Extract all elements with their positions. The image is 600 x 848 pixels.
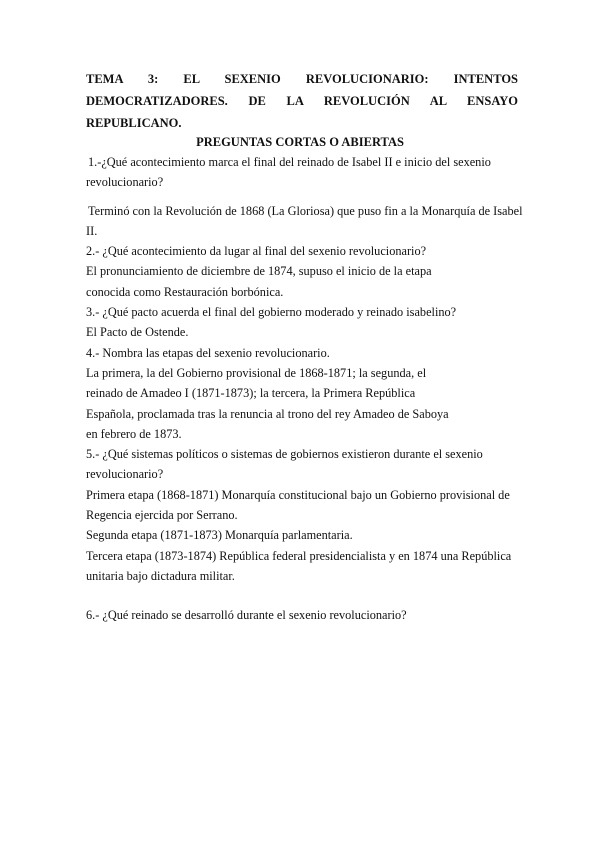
document-body (86, 152, 526, 626)
question-1-line: revolucionario? (86, 175, 164, 190)
question-5-line: 5.- ¿Qué sistemas políticos o sistemas de gobiernos existieron durante el sexenio (86, 447, 483, 462)
answer-1-line: II. (86, 223, 98, 238)
question-3: 3.- ¿Qué pacto acuerda el final del gobierno moderado y reinado isabelino? (86, 305, 457, 320)
answer-4-line: reinado de Amadeo I (1871-1873); la tercera, la Primera República (86, 386, 416, 401)
answer-4-line: La primera, la del Gobierno provisional de 1868-1871; la segunda, el (86, 365, 427, 380)
answer-2-line: conocida como Restauración borbónica. (86, 284, 284, 299)
answer-5-line: Tercera etapa (1873-1874) República federal presidencialista y en 1874 una República (86, 548, 512, 563)
question-1-line: 1.-¿Qué acontecimiento marca el final del reinado de Isabel II e inicio del sexenio (88, 155, 491, 169)
answer-3: El Pacto de Ostende. (86, 325, 189, 340)
question-6: 6.- ¿Qué reinado se desarrolló durante el sexenio revolucionario? (86, 608, 407, 623)
answer-5-line: Primera etapa (1868-1871) Monarquía constitucional bajo un Gobierno provisional de (86, 487, 510, 502)
answer-4-line: en febrero de 1873. (86, 426, 182, 441)
document-title (86, 68, 518, 134)
question-4: 4.- Nombra las etapas del sexenio revolucionario. (86, 345, 330, 360)
answer-1-line: Terminó con la Revolución de 1868 (La Gloriosa) que puso fin a la Monarquía de Isabel (88, 203, 523, 218)
question-2: 2.- ¿Qué acontecimiento da lugar al final del sexenio revolucionario? (86, 244, 427, 259)
title-line: REPUBLICANO. (86, 116, 182, 130)
answer-5-line: Segunda etapa (1871-1873) Monarquía parlamentaria. (86, 528, 353, 543)
question-5-line: revolucionario? (86, 467, 164, 482)
section-subtitle: PREGUNTAS CORTAS O ABIERTAS (196, 135, 404, 149)
answer-5-line: unitaria bajo dictadura militar. (86, 568, 235, 583)
title-line: DEMOCRATIZADORES. DE LA REVOLUCIÓN AL ENSAYO (86, 94, 518, 108)
title-line: TEMA 3: EL SEXENIO REVOLUCIONARIO: INTENTOS (86, 72, 518, 86)
answer-4-line: Española, proclamada tras la renuncia al trono del rey Amadeo de Saboya (86, 406, 449, 421)
answer-2-line: El pronunciamiento de diciembre de 1874, supuso el inicio de la etapa (86, 264, 432, 279)
answer-5-line: Regencia ejercida por Serrano. (86, 508, 238, 523)
